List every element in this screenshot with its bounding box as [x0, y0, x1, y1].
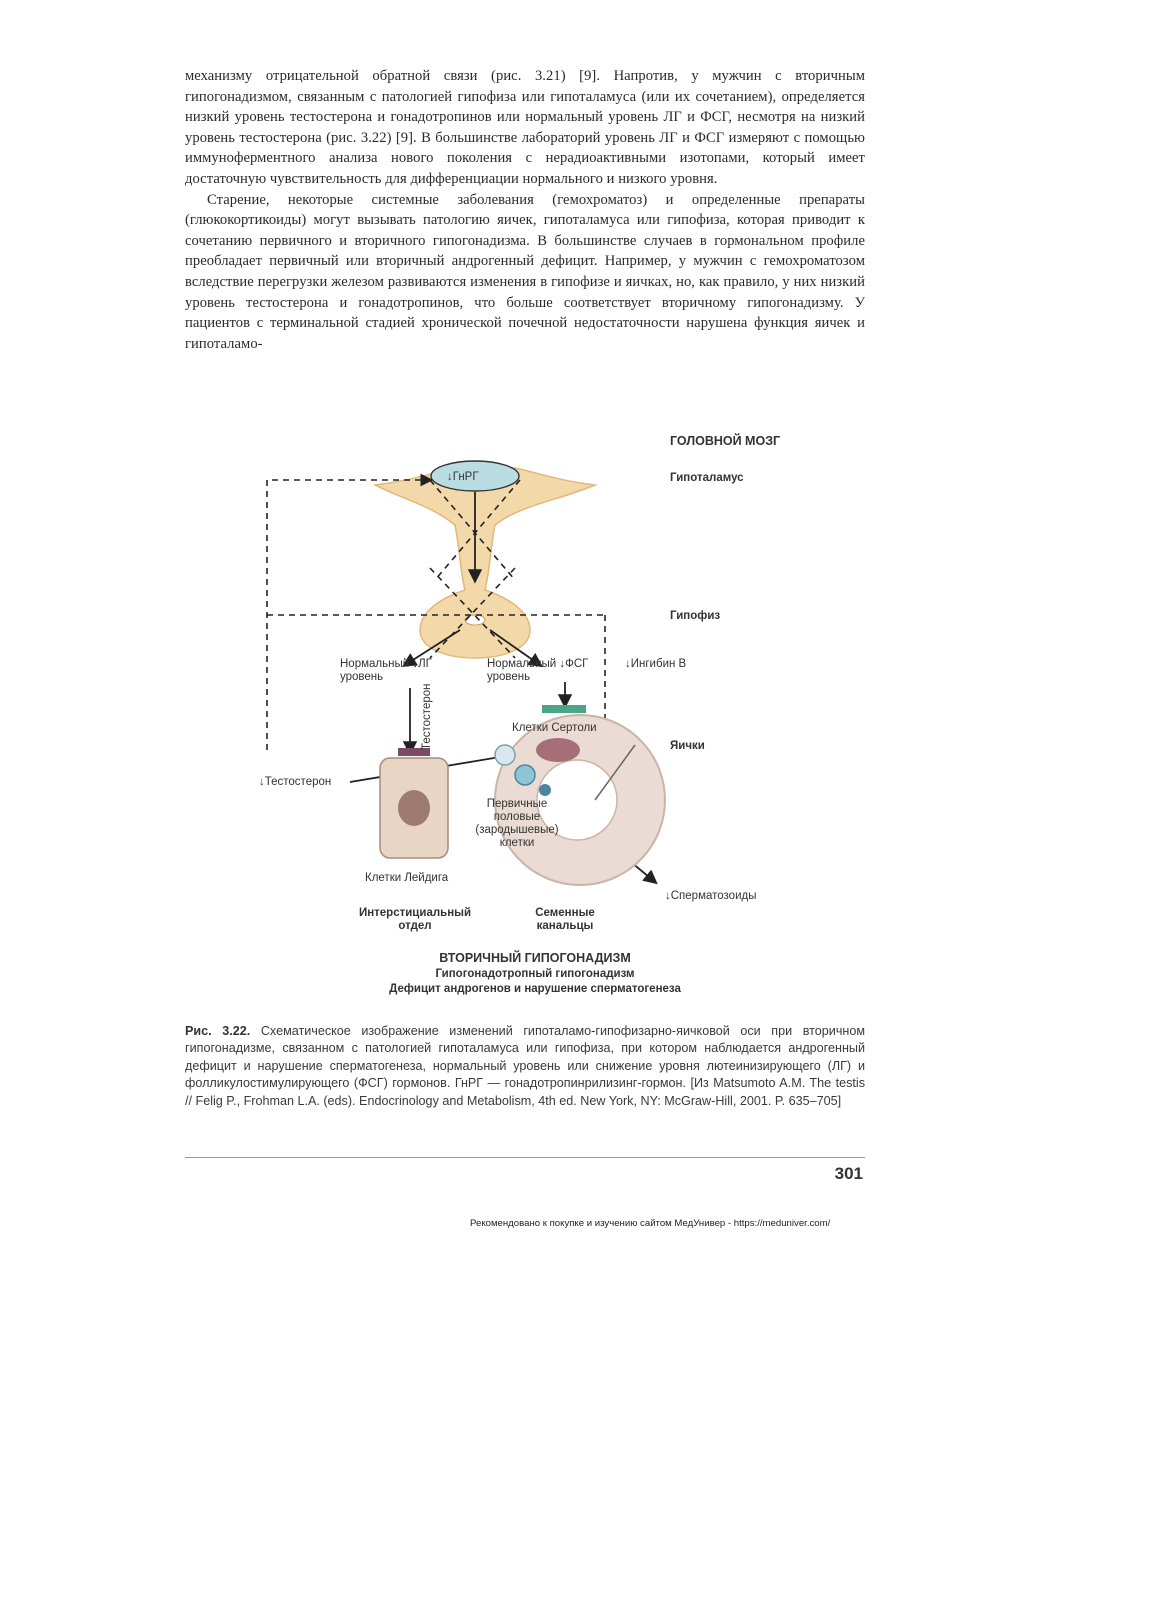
fsh-label: Нормальный ↓ФСГ уровень — [487, 658, 589, 683]
germ-cell — [515, 765, 535, 785]
germ-cell — [495, 745, 515, 765]
leydig-nucleus — [398, 790, 430, 826]
hypothalamus-pituitary-shape — [375, 468, 595, 658]
footer-note: Рекомендовано к покупке и изучению сайтом МедУнивер - https://meduniver.com/ — [470, 1218, 831, 1229]
figure-title: ВТОРИЧНЫЙ ГИПОГОНАДИЗМ — [439, 951, 631, 965]
testes-label: Яички — [670, 740, 705, 752]
sertoli-label: Клетки Сертоли — [512, 722, 597, 734]
spermatid — [539, 784, 551, 796]
leydig-label: Клетки Лейдига — [365, 872, 449, 884]
figure-subtitle-1: Гипогонадотропный гипогонадизм — [435, 968, 635, 980]
tubules-label: Семенные канальцы — [535, 907, 595, 932]
testosterone-low-label: ↓Тестостерон — [259, 776, 332, 788]
figure-caption — [185, 1023, 865, 1110]
sperm-label: ↓Сперматозоиды — [665, 890, 757, 902]
brain-heading: ГОЛОВНОЙ МОЗГ — [670, 434, 781, 448]
testosterone-vertical-label: Тестостерон — [421, 683, 433, 750]
paragraph: Старение, некоторые системные заболевания (гемохроматоз) и определенные препараты (глюкокортикоиды) могут вызывать патологию яичек, гипоталамуса или гипофиза, которая приводит к сочетанию первичного и вторичного гипогонадизма. В большинстве случаев в гормональном профиле преобладает первичный или вторичный андрогенный дефицит. Например, у мужчин с гемохроматозом вследствие перегрузки железом развиваются изменения в гипофизе и яичках, но, как правило, у них низкий уровень тестостерона и гонадотропинов, что больше соответствует вторичному гипогонадизму. У пациентов с терминальной стадией хронической почечной недостаточности нарушена функция яичек и гипоталамо- — [185, 191, 865, 352]
figure-subtitle-2: Дефицит андрогенов и нарушение сперматогенеза — [389, 983, 681, 995]
footer-rule — [185, 1157, 865, 1158]
inhibin-label: ↓Ингибин В — [625, 658, 687, 670]
hypothalamus-label: Гипоталамус — [670, 472, 744, 484]
gnrh-label: ↓ГнРГ — [447, 471, 479, 483]
lh-label: Нормальный ↓ЛГ уровень — [340, 658, 432, 683]
sertoli-cell-body — [536, 738, 580, 762]
germ-cells-label: Первичные половые (зародышевые) клетки — [475, 798, 559, 849]
caption-label: Рис. 3.22. — [185, 1024, 251, 1038]
paragraph: механизму отрицательной обратной связи (рис. 3.21) [9]. Напротив, у мужчин с вторичным гипогонадизмом, связанным с патологией гипофиза или гипоталамуса (или их сочетанием), определяется низкий уровень тестостерона и гонадотропинов или нормальный уровень ЛГ и ФСГ, несмотря на низкий уровень тестостерона (рис. 3.22) [9]. В большинстве лабораторий уровень ЛГ и ФСГ измеряют с помощью иммуноферментного анализа нового поколения с нерадиоактивными изотопами, который имеет достаточную чувствительность для дифференциации нормального и низкого уровня. — [185, 68, 865, 187]
figure-hpg-axis — [185, 420, 885, 1020]
fsh-receptor — [542, 705, 586, 713]
page-number: 301 — [834, 1164, 863, 1183]
body-text — [185, 66, 865, 354]
caption-text: Схематическое изображение изменений гипоталамо-гипофизарно-яичковой оси при вторичном гипогонадизме, связанном с патологией гипоталамуса или гипофиза, при котором наблюдается андрогенный дефицит и нарушение сперматогенеза, нормальный уровень или снижение уровня лютеинизирующего (ЛГ) и фолликулостимулирующего (ФСГ) гормонов. ГнРГ — гонадотропинрилизинг-гормон. [Из Matsumoto A.M. The testis // Felig P., Frohman L.A. (eds). Endocrinology and Metabolism, 4th ed. New York, NY: McGraw-Hill, 2001. P. 635–705] — [185, 1024, 866, 1108]
pituitary-label: Гипофиз — [670, 610, 721, 622]
interstitial-label: Интерстициальный отдел — [358, 907, 472, 932]
